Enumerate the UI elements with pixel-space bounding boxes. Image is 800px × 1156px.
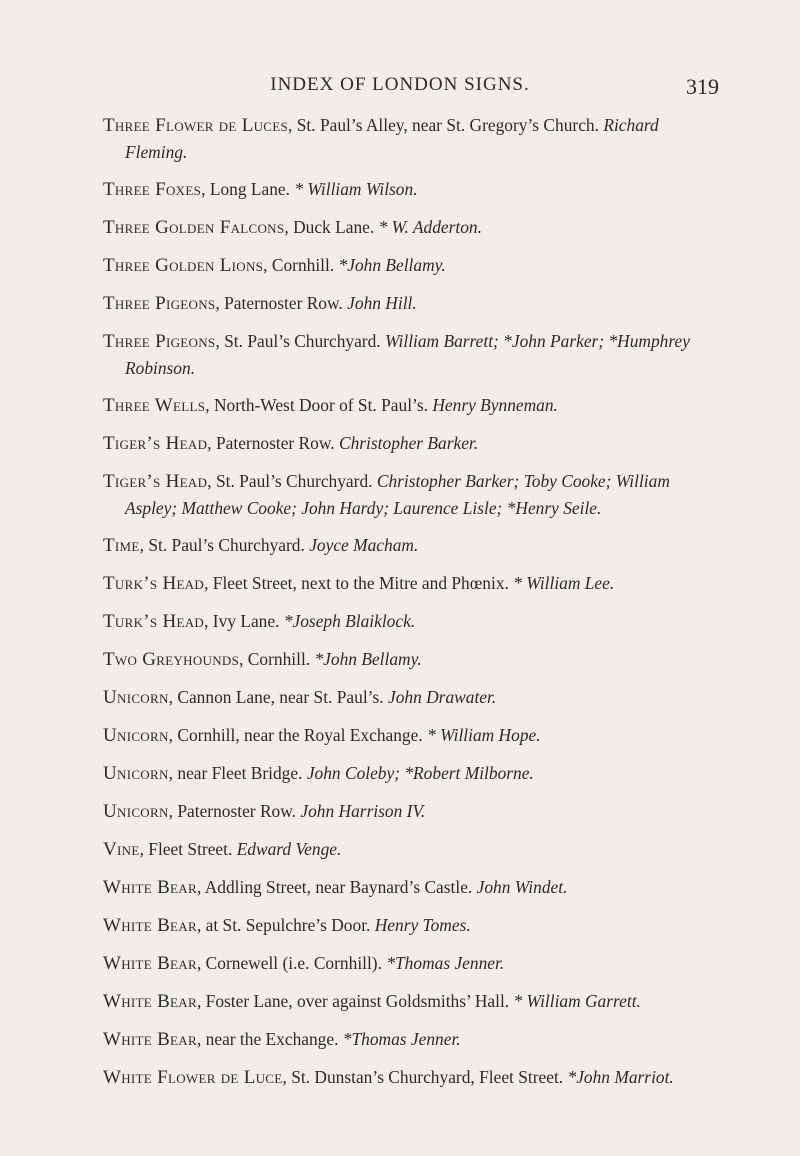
sign-name: White Bear — [103, 1029, 197, 1050]
sign-name: Unicorn — [103, 763, 169, 784]
index-entry — [103, 684, 711, 711]
sign-location: , St. Paul’s Churchyard. — [215, 331, 381, 351]
sign-name: Tiger’s Head — [103, 471, 208, 492]
bookseller-names: Christopher Barker; Toby Cooke; William Aspley; Matthew Cooke; John Hardy; Laurence Lisle; *Henry Seile. — [125, 471, 670, 518]
bookseller-names: John Harrison IV. — [300, 801, 426, 821]
bookseller-names: *Joseph Blaiklock. — [283, 611, 416, 631]
index-entry — [103, 760, 711, 787]
bookseller-names: Joyce Macham. — [309, 535, 419, 555]
page-title: INDEX OF LONDON SIGNS. — [270, 74, 530, 95]
bookseller-names: *Thomas Jenner. — [386, 953, 505, 973]
bookseller-names: John Drawater. — [387, 687, 497, 707]
sign-location: , Ivy Lane. — [204, 611, 280, 631]
sign-name: White Flower de Luce — [103, 1067, 283, 1088]
sign-name: Unicorn — [103, 725, 169, 746]
sign-location: , Foster Lane, over against Goldsmiths’ Hall. — [196, 991, 510, 1011]
sign-name: Unicorn — [103, 687, 169, 708]
sign-location: , Long Lane. — [201, 179, 290, 199]
sign-location: , St. Paul’s Alley, near St. Gregory’s Church. — [288, 115, 599, 135]
index-entry — [103, 874, 711, 901]
index-entry — [103, 532, 711, 559]
index-entries — [103, 112, 711, 1102]
bookseller-names: John Coleby; *Robert Milborne. — [306, 763, 534, 783]
sign-name: Three Flower de Luces — [103, 115, 289, 136]
bookseller-names: * William Garrett. — [513, 991, 641, 1011]
bookseller-names: *John Marriot. — [567, 1067, 674, 1087]
index-entry — [103, 722, 711, 749]
index-entry — [103, 950, 711, 977]
bookseller-names: Richard Fleming. — [125, 115, 659, 162]
sign-location: , Cornhill. — [239, 649, 311, 669]
sign-name: Vine — [103, 839, 140, 860]
index-entry — [103, 112, 711, 165]
bookseller-names: Christopher Barker. — [339, 433, 479, 453]
index-entry — [103, 646, 711, 673]
sign-location: , near the Exchange. — [196, 1029, 339, 1049]
sign-location: , Paternoster Row. — [207, 433, 335, 453]
index-entry — [103, 570, 711, 597]
sign-location: , Cannon Lane, near St. Paul’s. — [168, 687, 384, 707]
sign-name: Turk’s Head — [103, 573, 205, 594]
sign-name: Three Pigeons — [103, 293, 216, 314]
bookseller-names: John Hill. — [347, 293, 417, 313]
sign-name: Three Pigeons — [103, 331, 216, 352]
bookseller-names: Edward Venge. — [236, 839, 342, 859]
sign-name: Turk’s Head — [103, 611, 205, 632]
index-entry — [103, 290, 711, 317]
sign-name: White Bear — [103, 953, 197, 974]
sign-name: Three Golden Lions — [103, 255, 264, 276]
bookseller-names: Henry Bynneman. — [432, 395, 558, 415]
sign-location: , St. Paul’s Churchyard. — [139, 535, 305, 555]
sign-location: , near Fleet Bridge. — [168, 763, 303, 783]
sign-location: , North-West Door of St. Paul’s. — [205, 395, 428, 415]
bookseller-names: *John Bellamy. — [338, 255, 446, 275]
sign-location: , Duck Lane. — [284, 217, 375, 237]
index-entry — [103, 468, 711, 521]
bookseller-names: * W. Adderton. — [378, 217, 482, 237]
sign-location: , Paternoster Row. — [168, 801, 297, 821]
index-entry — [103, 836, 711, 863]
sign-name: Three Golden Falcons — [103, 217, 285, 238]
sign-name: White Bear — [103, 991, 197, 1012]
bookseller-names: *John Bellamy. — [314, 649, 422, 669]
sign-location: , St. Paul’s Churchyard. — [207, 471, 373, 491]
index-entry — [103, 328, 711, 381]
sign-location: , Cornhill, near the Royal Exchange. — [168, 725, 423, 745]
page-number: 319 — [686, 74, 719, 99]
sign-location: , at St. Sepulchre’s Door. — [196, 915, 371, 935]
index-entry — [103, 252, 711, 279]
sign-location: , Addling Street, near Baynard’s Castle. — [196, 877, 473, 897]
sign-location: , Fleet Street. — [139, 839, 233, 859]
bookseller-names: John Windet. — [476, 877, 568, 897]
index-entry — [103, 608, 711, 635]
index-entry — [103, 176, 711, 203]
sign-location: , Fleet Street, next to the Mitre and Phœnix. — [204, 573, 509, 593]
sign-name: Three Wells — [103, 395, 206, 416]
sign-location: , Paternoster Row. — [215, 293, 343, 313]
index-entry — [103, 430, 711, 457]
sign-name: White Bear — [103, 915, 197, 936]
index-entry — [103, 798, 711, 825]
sign-location: , St. Dunstan’s Churchyard, Fleet Street. — [282, 1067, 564, 1087]
running-header — [0, 74, 800, 104]
bookseller-names: *Thomas Jenner. — [342, 1029, 461, 1049]
bookseller-names: * William Lee. — [513, 573, 615, 593]
index-entry — [103, 912, 711, 939]
bookseller-names: Henry Tomes. — [374, 915, 471, 935]
index-entry — [103, 1026, 711, 1053]
sign-location: , Cornewell (i.e. Cornhill). — [196, 953, 382, 973]
bookseller-names: William Barrett; *John Parker; *Humphrey Robinson. — [125, 331, 690, 378]
sign-location: , Cornhill. — [263, 255, 335, 275]
index-entry — [103, 1064, 711, 1091]
sign-name: Three Foxes — [103, 179, 202, 200]
bookseller-names: * William Hope. — [427, 725, 541, 745]
sign-name: Tiger’s Head — [103, 433, 208, 454]
index-entry — [103, 214, 711, 241]
sign-name: Two Greyhounds — [103, 649, 240, 670]
sign-name: Time — [103, 535, 140, 556]
sign-name: Unicorn — [103, 801, 169, 822]
bookseller-names: * William Wilson. — [294, 179, 418, 199]
sign-name: White Bear — [103, 877, 197, 898]
index-entry — [103, 988, 711, 1015]
index-entry — [103, 392, 711, 419]
